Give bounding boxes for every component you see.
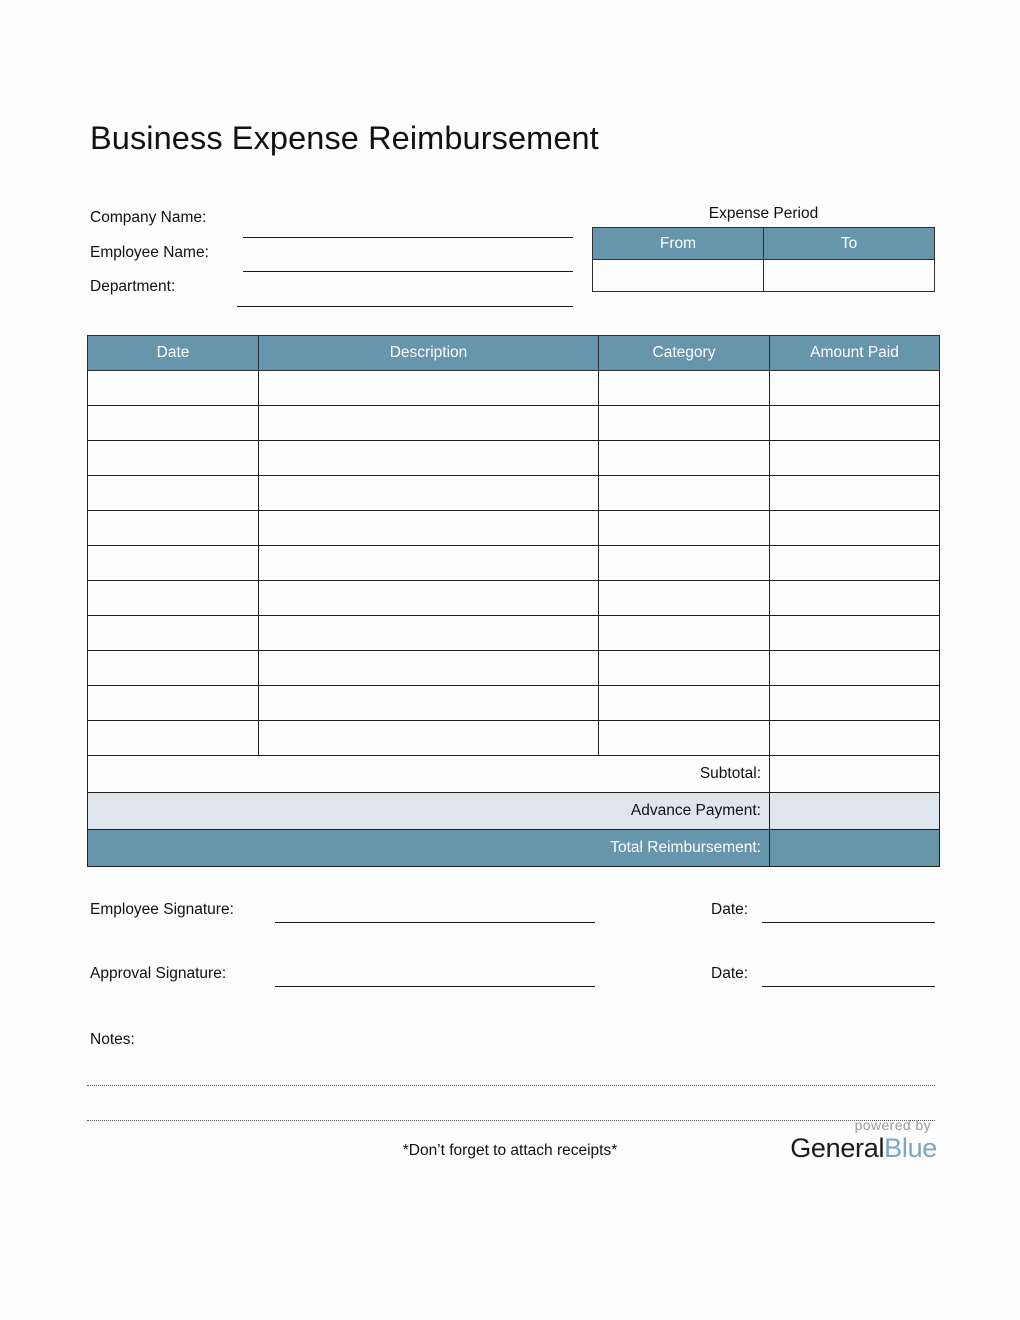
approval-date-label: Date: [711, 965, 749, 982]
company-info-block [90, 209, 580, 313]
cell-date[interactable] [88, 511, 259, 546]
attach-receipts-note: *Don’t forget to attach receipts* [402, 1142, 618, 1159]
table-row [88, 441, 940, 476]
expense-period-table [592, 227, 935, 292]
powered-by-label: powered by [854, 1117, 931, 1133]
department-row [90, 278, 580, 313]
notes-line-1[interactable] [87, 1085, 935, 1086]
column-header-date: Date [88, 336, 259, 371]
cell-date[interactable] [88, 616, 259, 651]
advance-payment-label: Advance Payment: [88, 793, 770, 830]
cell-amount-paid[interactable] [770, 686, 940, 721]
expense-period-title: Expense Period [708, 205, 819, 222]
cell-category[interactable] [599, 406, 770, 441]
brand-name [757, 1133, 937, 1164]
approval-signature-row [90, 959, 935, 1023]
company-name-row [90, 209, 580, 244]
expense-period-header-row [593, 228, 935, 260]
cell-amount-paid[interactable] [770, 406, 940, 441]
cell-description[interactable] [259, 371, 599, 406]
table-row [88, 546, 940, 581]
employee-date-input[interactable] [762, 922, 935, 923]
cell-date[interactable] [88, 546, 259, 581]
total-reimbursement-row [88, 830, 940, 867]
expense-table [87, 335, 940, 867]
cell-amount-paid[interactable] [770, 616, 940, 651]
cell-date[interactable] [88, 581, 259, 616]
table-row [88, 371, 940, 406]
cell-category[interactable] [599, 476, 770, 511]
table-row [88, 406, 940, 441]
cell-description[interactable] [259, 476, 599, 511]
expense-table-header-row [88, 336, 940, 371]
cell-description[interactable] [259, 686, 599, 721]
expense-period-block [592, 205, 935, 292]
cell-description[interactable] [259, 721, 599, 756]
page-title: Business Expense Reimbursement [90, 120, 599, 156]
cell-amount-paid[interactable] [770, 581, 940, 616]
expense-period-to-input[interactable] [764, 260, 935, 292]
cell-description[interactable] [259, 546, 599, 581]
cell-date[interactable] [88, 406, 259, 441]
employee-signature-input[interactable] [275, 922, 595, 923]
employee-name-row [90, 244, 580, 279]
expense-period-from-input[interactable] [593, 260, 764, 292]
company-name-label: Company Name: [90, 209, 207, 226]
advance-payment-row [88, 793, 940, 830]
cell-description[interactable] [259, 441, 599, 476]
table-row [88, 721, 940, 756]
cell-category[interactable] [599, 546, 770, 581]
cell-date[interactable] [88, 721, 259, 756]
expense-period-value-row [593, 260, 935, 292]
cell-date[interactable] [88, 441, 259, 476]
table-row [88, 581, 940, 616]
cell-description[interactable] [259, 406, 599, 441]
column-header-description: Description [259, 336, 599, 371]
department-input[interactable] [237, 306, 573, 307]
employee-name-input[interactable] [243, 271, 573, 272]
approval-signature-input[interactable] [275, 986, 595, 987]
cell-amount-paid[interactable] [770, 721, 940, 756]
cell-amount-paid[interactable] [770, 546, 940, 581]
column-header-category: Category [599, 336, 770, 371]
table-row [88, 686, 940, 721]
subtotal-value[interactable] [770, 756, 940, 793]
cell-category[interactable] [599, 511, 770, 546]
approval-date-input[interactable] [762, 986, 935, 987]
cell-category[interactable] [599, 581, 770, 616]
cell-amount-paid[interactable] [770, 651, 940, 686]
table-row [88, 616, 940, 651]
cell-category[interactable] [599, 371, 770, 406]
employee-signature-row [90, 895, 935, 959]
cell-description[interactable] [259, 616, 599, 651]
cell-amount-paid[interactable] [770, 476, 940, 511]
expense-period-from-header: From [593, 228, 764, 260]
cell-category[interactable] [599, 616, 770, 651]
table-row [88, 476, 940, 511]
expense-table-body [88, 371, 940, 867]
cell-date[interactable] [88, 371, 259, 406]
generalblue-logo [757, 1118, 937, 1164]
cell-date[interactable] [88, 476, 259, 511]
signature-section [90, 895, 935, 1010]
table-row [88, 511, 940, 546]
company-name-input[interactable] [243, 237, 573, 238]
cell-description[interactable] [259, 651, 599, 686]
cell-category[interactable] [599, 721, 770, 756]
cell-date[interactable] [88, 651, 259, 686]
cell-amount-paid[interactable] [770, 371, 940, 406]
column-header-amount-paid: Amount Paid [770, 336, 940, 371]
cell-amount-paid[interactable] [770, 441, 940, 476]
cell-amount-paid[interactable] [770, 511, 940, 546]
employee-signature-label: Employee Signature: [90, 901, 234, 918]
subtotal-label: Subtotal: [88, 756, 770, 793]
total-reimbursement-label: Total Reimbursement: [88, 830, 770, 867]
expense-period-to-header: To [764, 228, 935, 260]
table-row [88, 651, 940, 686]
cell-description[interactable] [259, 511, 599, 546]
notes-label: Notes: [90, 1031, 135, 1048]
brand-name-general: General [790, 1133, 885, 1164]
brand-name-blue: Blue [884, 1133, 937, 1164]
cell-description[interactable] [259, 581, 599, 616]
cell-category[interactable] [599, 686, 770, 721]
employee-name-label: Employee Name: [90, 243, 209, 261]
total-reimbursement-value[interactable] [770, 830, 940, 867]
subtotal-row [88, 756, 940, 793]
employee-date-label: Date: [711, 901, 749, 918]
approval-signature-label: Approval Signature: [90, 965, 227, 982]
cell-category[interactable] [599, 651, 770, 686]
cell-category[interactable] [599, 441, 770, 476]
advance-payment-value[interactable] [770, 793, 940, 830]
cell-date[interactable] [88, 686, 259, 721]
department-label: Department: [90, 278, 176, 295]
